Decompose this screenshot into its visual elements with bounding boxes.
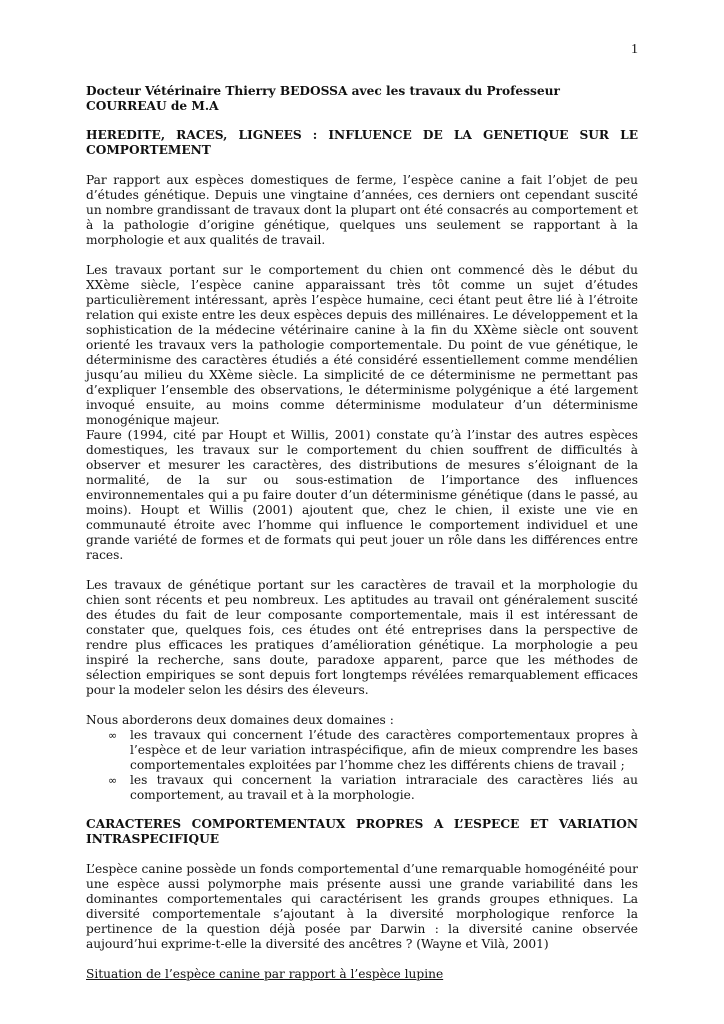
main-heading: HEREDITE, RACES, LIGNEES : INFLUENCE DE LA GENETIQUE SUR LE COMPORTEMENT [86,128,638,157]
author-line: Docteur Vétérinaire Thierry BEDOSSA avec les travaux du Professeur COURREAU de M.A [86,84,560,113]
paragraph-history: Les travaux portant sur le comportement du chien ont commencé dès le début du XXème siècle, l’espèce canine apparaissant très tôt comme un sujet d’études particulièrement intéressant, après l’espèce humaine, ceci étant peut être lié à l’étroite relation qui existe entre les deux espèces depuis des millénaires. Le développement et la sophistication de la médecine vétérinaire canine à la fin du XXème siècle ont souvent orienté les travaux vers la pathologie comportementale. Du point de vue génétique, le déterminisme des caractères étudiés a été considéré essentiellement comme mendélien jusqu’au milieu du XXème siècle. La simplicité de ce déterminisme ne permettant pas d’expliquer l’ensemble des observations, le déterminisme polygénique a été largement invoqué ensuite, au moins comme déterminisme modulateur d’un déterminisme monogénique majeur. [86,263,638,427]
domains-intro: Nous aborderons deux domaines deux domaines : [86,713,394,727]
list-item-text: les travaux qui concernent l’étude des caractères comportementaux propres à l’espèce et de leur variation intraspécifique, afin de mieux comprendre les bases comportementales exploitées par l’homme chez les différents chiens de travail ; [130,728,638,772]
infinity-bullet-icon: ∞ [108,729,118,742]
paragraph-intro: Par rapport aux espèces domestiques de ferme, l’espèce canine a fait l’objet de peu d’études génétique. Depuis une vingtaine d’années, ces derniers ont cependant suscité un nombre grandissant de travaux dont la plupart ont été consacrés au comportement et à la pathologie d’origine génétique, quelques uns seulement se rapportant à la morphologie et aux qualités de travail. [86,173,638,247]
section-heading: CARACTERES COMPORTEMENTAUX PROPRES A L’ESPECE ET VARIATION INTRASPECIFIQUE [86,817,638,846]
list-item-text: les travaux qui concernent la variation intraraciale des caractères liés au comportement, au travail et à la morphologie. [130,773,638,802]
document-page [86,40,638,982]
paragraph-work-traits: Les travaux de génétique portant sur les caractères de travail et la morphologie du chien sont récents et peu nombreux. Les aptitudes au travail ont généralement suscité des études du fait de leur composante comportementale, mais il est intéressant de constater que, quelques fois, ces études ont été entreprises dans la perspective de rendre plus efficaces les pratiques d’amélioration génétique. La morphologie a peu inspiré la recherche, sans doute, paradoxe apparent, parce que les méthodes de sélection empiriques se sont depuis fort longtemps révélées remarquablement efficaces pour la modeler selon les désirs des éleveurs. [86,578,638,697]
domains-list [86,728,638,803]
subsection-heading: Situation de l’espèce canine par rapport à l’espèce lupine [86,967,444,981]
list-item [86,728,638,773]
page-number: 1 [631,42,638,57]
infinity-bullet-icon: ∞ [108,774,118,787]
paragraph-faure: Faure (1994, cité par Houpt et Willis, 2001) constate qu’à l’instar des autres espèces domestiques, les travaux sur le comportement du chien souffrent de difficultés à observer et mesurer les caractères, des distributions de mesures s’éloignant de la normalité, de la sur ou sous-estimation de l’importance des influences environnementales qui a pu faire douter d’un déterminisme génétique (dans le passé, au moins). Houpt et Willis (2001) ajoutent que, chez le chien, il existe une vie en communauté étroite avec l’homme qui influence le comportement individuel et une grande variété de formes et de formats qui peut jouer un rôle dans les différences entre races. [86,428,638,562]
list-item [86,773,638,803]
section-paragraph: L’espèce canine possède un fonds comportemental d’une remarquable homogénéité pour une espèce aussi polymorphe mais présente aussi une grande variabilité dans les dominantes comportementales qui caractérisent les grands groupes ethniques. La diversité comportementale s’ajoutant à la diversité morphologique renforce la pertinence de la question déjà posée par Darwin : la diversité canine observée aujourd’hui exprime-t-elle la diversité des ancêtres ? (Wayne et Vilà, 2001) [86,862,638,951]
